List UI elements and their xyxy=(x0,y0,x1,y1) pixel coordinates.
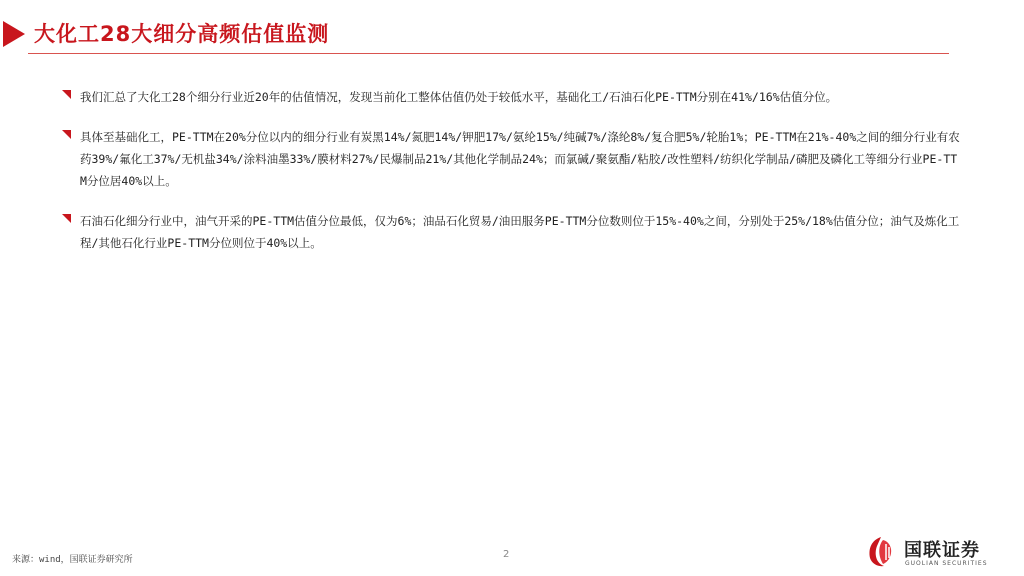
title-arrow-icon xyxy=(3,21,25,47)
title-divider xyxy=(28,53,949,54)
source-note: 来源：wind，国联证券研究所 xyxy=(12,555,133,565)
bullet-triangle-icon xyxy=(62,130,71,139)
logo-name-en: GUOLIAN SECURITIES xyxy=(905,560,988,567)
page-number: 2 xyxy=(503,549,510,560)
guolian-logo-icon xyxy=(864,534,898,568)
bullet-triangle-icon xyxy=(62,214,71,223)
bullet-text: 我们汇总了大化工28个细分行业近20年的估值情况，发现当前化工整体估值仍处于较低水平，基础化工/石油石化PE-TTM分别在41%/16%估值分位。 xyxy=(80,90,838,104)
bullet-item xyxy=(62,126,962,192)
title-bar xyxy=(0,18,1024,54)
bullet-item xyxy=(62,210,962,254)
logo-name-cn: 国联证券 xyxy=(904,540,980,561)
page-title: 大化工28大细分高频估值监测 xyxy=(34,22,330,46)
bullet-list xyxy=(62,86,962,272)
bullet-triangle-icon xyxy=(62,90,71,99)
bullet-item xyxy=(62,86,962,108)
bullet-text: 具体至基础化工，PE-TTM在20%分位以内的细分行业有炭黑14%/氮肥14%/钾肥17%/氨纶15%/纯碱7%/涤纶8%/复合肥5%/轮胎1%；PE-TTM在21%-40%之间的细分行业有农药39%/氟化工37%/无机盐34%/涂料油墨33%/膜材料27%/民爆制品21%/其他化学制品24%；而氯碱/聚氨酯/粘胶/改性塑料/纺织化学制品/磷肥及磷化工等细分行业PE-TTM分位居40%以上。 xyxy=(80,130,960,188)
company-logo xyxy=(864,532,1014,572)
bullet-text: 石油石化细分行业中，油气开采的PE-TTM估值分位最低，仅为6%；油品石化贸易/油田服务PE-TTM分位数则位于15%-40%之间，分别处于25%/18%估值分位；油气及炼化工程/其他石化行业PE-TTM分位则位于40%以上。 xyxy=(80,214,960,250)
